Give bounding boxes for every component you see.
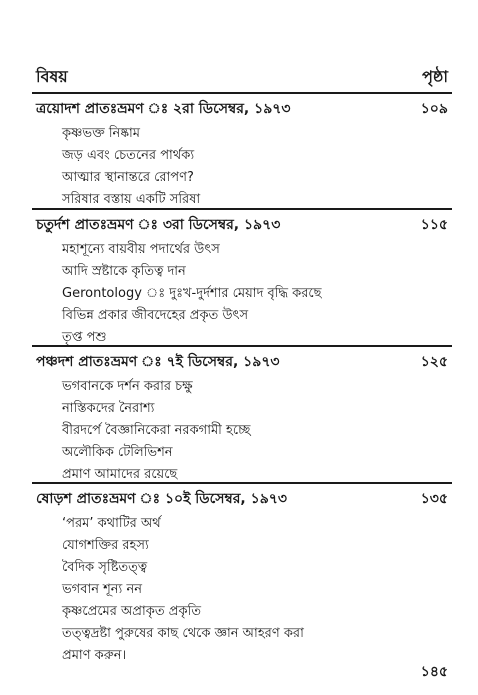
topic-item: যোগশক্তির রহস্য [62,538,149,553]
topic-item: সরিষার বস্তায় একটি সরিষা [62,192,201,207]
topic-item: Gerontology ঃ দুঃখ-দুর্দশার মেয়াদ বৃদ্ধি করছে [62,286,322,301]
topic-item: কৃষ্ণপ্রেমের অপ্রাকৃত প্রকৃতি [62,604,202,619]
section-divider [32,208,452,210]
contents-header [36,64,448,90]
section-page-number: ১১৫ [420,217,448,233]
section-heading [36,487,448,509]
topic-item: বিভিন্ন প্রকার জীবদেহের প্রকৃত উৎস [62,308,249,323]
section-title: চতুর্দশ প্রাতঃভ্রমণ ঃ ৩রা ডিসেম্বর, ১৯৭৩ [36,217,281,233]
section-divider [32,345,452,347]
topic-item: বীরদর্পে বৈজ্ঞানিকেরা নরকগামী হচ্ছে [62,423,251,438]
topic-item: বৈদিক সৃষ্টিতত্ত্ব [62,560,148,575]
topic-item: ‘পরম’ কথাটির অর্থ [62,516,161,531]
topic-item: তত্ত্বদ্রষ্টা পুরুষের কাছ থেকে জ্ঞান আহরণ করা [62,626,304,641]
section-page-number: ১২৫ [420,354,448,370]
topic-item: প্রমাণ করুন। [62,648,127,663]
next-page-number: ১৪৫ [420,664,448,680]
topic-item: তৃপ্ত পশু [62,330,107,345]
topic-item: অলৌকিক টেলিভিশন [62,445,173,460]
topic-item: আদি স্রষ্টাকে কৃতিত্ব দান [62,264,186,279]
topic-item: নাস্তিকদের নৈরাশ্য [62,401,155,416]
section-title: ত্রয়োদশ প্রাতঃভ্রমণ ঃ ২রা ডিসেম্বর, ১৯৭৩ [36,101,291,117]
topic-item: কৃষ্ণভক্ত নিষ্কাম [62,126,140,141]
topic-item: জড় এবং চেতনের পার্থক্য [62,148,195,163]
subject-heading: বিষয় [36,67,68,86]
section-page-number: ১৩৫ [420,491,448,507]
section-divider [32,92,452,94]
section-heading [36,97,448,119]
section-title: পঞ্চদশ প্রাতঃভ্রমণ ঃ ৭ই ডিসেম্বর, ১৯৭৩ [36,354,280,370]
topic-item: প্রমাণ আমাদের রয়েছে [62,467,178,482]
topic-item: ভগবানকে দর্শন করার চক্ষু [62,379,193,394]
section-divider [32,482,452,484]
section-title: ষোড়শ প্রাতঃভ্রমণ ঃ ১০ই ডিসেম্বর, ১৯৭৩ [36,491,287,507]
topic-item: মহাশূন্যে বায়বীয় পদার্থের উৎস [62,242,220,257]
section-heading [36,350,448,372]
topic-item: ভগবান শূন্য নন [62,582,142,597]
topic-item: আত্মার স্থানান্তরে রোপণ? [62,170,194,185]
section-page-number: ১০৯ [420,101,448,117]
page-heading: পৃষ্ঠা [422,67,448,86]
section-heading [36,213,448,235]
